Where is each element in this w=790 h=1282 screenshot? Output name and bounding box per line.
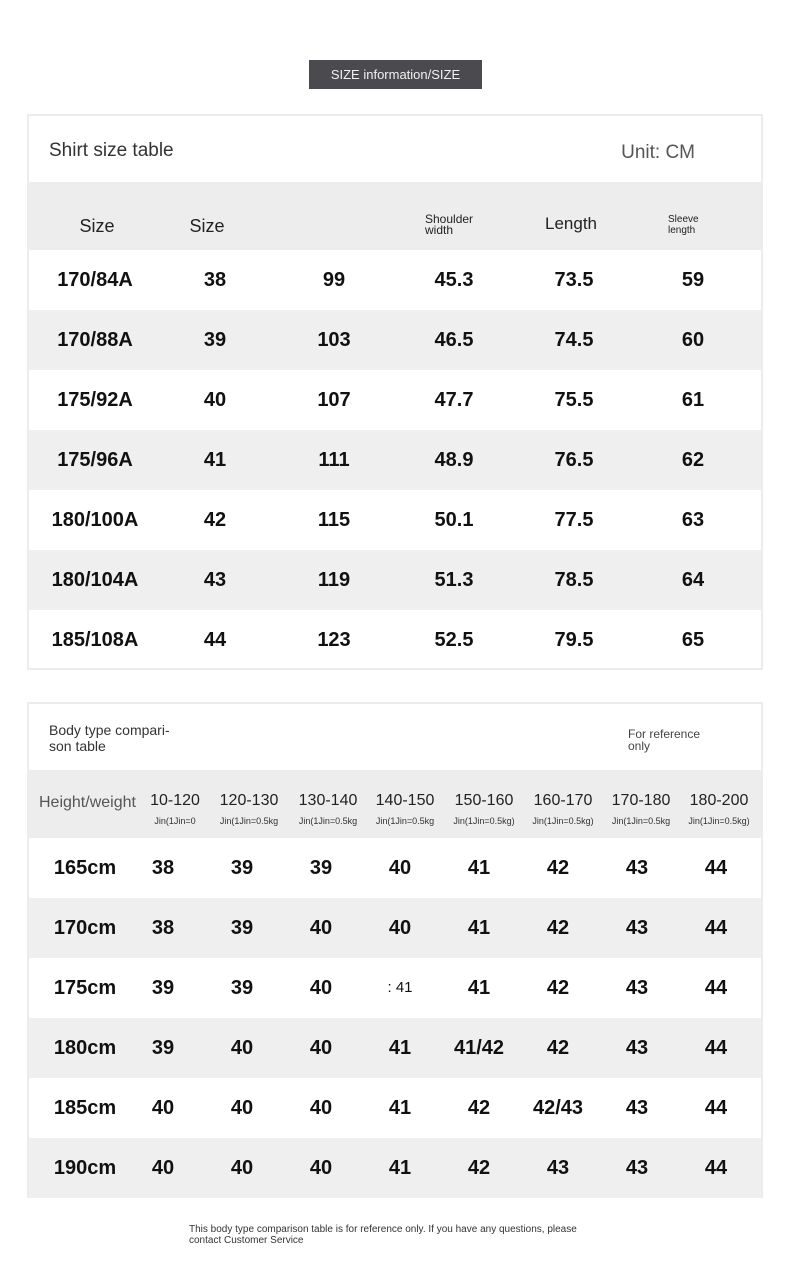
- height-cell: 185cm: [53, 1097, 117, 1119]
- size-recommendation-cell: 39: [151, 1037, 175, 1059]
- size-recommendation-cell: 38: [151, 857, 175, 879]
- size-cell: 79.5: [554, 629, 594, 651]
- size-cell: 62: [681, 449, 705, 471]
- size-recommendation-cell: 40: [388, 857, 412, 879]
- size-recommendation-cell: 39: [309, 857, 333, 879]
- size-recommendation-cell: 42: [467, 1097, 491, 1119]
- size-recommendation-cell: 43: [625, 977, 649, 999]
- weight-unit-note: Jin(1Jin=0.5kg: [375, 816, 435, 826]
- size-cell: 45.3: [434, 269, 474, 291]
- weight-unit-note: Jin(1Jin=0.5kg: [611, 816, 671, 826]
- size-cell: 175/96A: [57, 449, 133, 471]
- size-recommendation-cell: 44: [704, 1037, 728, 1059]
- size-cell: 39: [203, 329, 227, 351]
- size-recommendation-cell: 44: [704, 857, 728, 879]
- size-cell: 41: [203, 449, 227, 471]
- size-recommendation-cell: 42: [467, 1157, 491, 1179]
- size-recommendation-cell: 43: [625, 857, 649, 879]
- size-info-banner: SIZE information/SIZE: [309, 60, 482, 89]
- size-recommendation-cell: 43: [546, 1157, 570, 1179]
- height-cell: 165cm: [53, 857, 117, 879]
- size-cell: 119: [317, 569, 351, 591]
- weight-unit-note: Jin(1Jin=0.5kg: [219, 816, 279, 826]
- size-cell: 103: [317, 329, 351, 351]
- size-cell: 107: [317, 389, 351, 411]
- body-type-panel: [27, 702, 763, 1198]
- size-cell: 180/104A: [51, 569, 139, 591]
- size-cell: 73.5: [554, 269, 594, 291]
- body-row: [29, 898, 761, 958]
- weight-unit-note: Jin(1Jin=0.5kg: [298, 816, 358, 826]
- weight-range-label: 180-200: [689, 792, 749, 809]
- size-cell: 65: [681, 629, 705, 651]
- weight-range-label: 150-160: [454, 792, 514, 809]
- size-recommendation-cell: 44: [704, 917, 728, 939]
- size-recommendation-cell: 40: [309, 917, 333, 939]
- size-cell: 115: [317, 509, 351, 531]
- size-recommendation-cell: 41: [388, 1097, 412, 1119]
- size-recommendation-cell: 41: [467, 857, 491, 879]
- size-recommendation-cell: 40: [388, 917, 412, 939]
- size-recommendation-cell: 40: [309, 1037, 333, 1059]
- size-row: [29, 550, 761, 610]
- weight-range-label: 160-170: [533, 792, 593, 809]
- header-sleeve-length: Sleeve length: [668, 214, 699, 236]
- size-cell: 170/84A: [57, 269, 133, 291]
- size-recommendation-cell: 39: [151, 977, 175, 999]
- size-cell: 63: [681, 509, 705, 531]
- size-cell: 123: [317, 629, 351, 651]
- size-recommendation-cell: 39: [230, 917, 254, 939]
- size-recommendation-cell: 43: [625, 917, 649, 939]
- size-cell: 99: [322, 269, 346, 291]
- size-cell: 59: [681, 269, 705, 291]
- weight-unit-note: Jin(1Jin=0.5kg): [453, 816, 515, 826]
- size-recommendation-cell: 41/42: [453, 1037, 505, 1059]
- size-cell: 44: [203, 629, 227, 651]
- size-cell: 47.7: [434, 389, 474, 411]
- size-row: [29, 610, 761, 670]
- size-recommendation-cell: 41: [388, 1037, 412, 1059]
- size-cell: 76.5: [554, 449, 594, 471]
- size-recommendation-cell: 40: [151, 1097, 175, 1119]
- height-cell: 175cm: [53, 977, 117, 999]
- size-cell: 180/100A: [51, 509, 139, 531]
- height-cell: 190cm: [53, 1157, 117, 1179]
- size-cell: 78.5: [554, 569, 594, 591]
- shirt-size-panel: [27, 114, 763, 670]
- size-cell: 111: [318, 449, 350, 471]
- size-row: [29, 430, 761, 490]
- size-recommendation-cell: 41: [388, 1157, 412, 1179]
- size-table-header: [29, 182, 761, 250]
- height-cell: 180cm: [53, 1037, 117, 1059]
- weight-unit-note: Jin(1Jin=0.5kg): [532, 816, 594, 826]
- size-row: [29, 310, 761, 370]
- body-row: [29, 958, 761, 1018]
- size-recommendation-cell: 44: [704, 1097, 728, 1119]
- size-cell: 60: [681, 329, 705, 351]
- size-cell: 74.5: [554, 329, 594, 351]
- size-recommendation-cell: 40: [151, 1157, 175, 1179]
- size-cell: 61: [681, 389, 705, 411]
- weight-range-label: 140-150: [375, 792, 435, 809]
- size-recommendation-cell: 41: [467, 977, 491, 999]
- body-row: [29, 1138, 761, 1198]
- size-cell: 52.5: [434, 629, 474, 651]
- size-recommendation-cell: 40: [309, 1097, 333, 1119]
- shirt-size-title: Shirt size table: [49, 140, 174, 161]
- size-cell: 43: [203, 569, 227, 591]
- header-length: Length: [545, 214, 597, 233]
- size-recommendation-cell: 40: [230, 1157, 254, 1179]
- height-cell: 170cm: [53, 917, 117, 939]
- size-recommendation-cell: 38: [151, 917, 175, 939]
- size-recommendation-cell: 42: [546, 917, 570, 939]
- reference-note: For reference only: [628, 727, 701, 753]
- weight-unit-note: Jin(1Jin=0: [154, 816, 196, 826]
- size-cell: 75.5: [554, 389, 594, 411]
- size-cell: 48.9: [434, 449, 474, 471]
- size-cell: 38: [203, 269, 227, 291]
- size-recommendation-cell: 43: [625, 1037, 649, 1059]
- size-recommendation-cell: 39: [230, 857, 254, 879]
- header-height-weight: Height/weight: [39, 794, 136, 811]
- unit-label: Unit: CM: [621, 142, 695, 163]
- size-row: [29, 370, 761, 430]
- size-recommendation-cell: 40: [230, 1097, 254, 1119]
- weight-range-label: 170-180: [611, 792, 671, 809]
- size-cell: 77.5: [554, 509, 594, 531]
- size-recommendation-cell: 43: [625, 1097, 649, 1119]
- size-cell: 50.1: [434, 509, 474, 531]
- size-recommendation-cell: 40: [230, 1037, 254, 1059]
- size-recommendation-cell: 42: [546, 977, 570, 999]
- body-row: [29, 838, 761, 898]
- size-recommendation-cell: 44: [704, 1157, 728, 1179]
- size-cell: 40: [203, 389, 227, 411]
- size-recommendation-cell: 42: [546, 857, 570, 879]
- size-cell: 51.3: [434, 569, 474, 591]
- size-cell: 42: [203, 509, 227, 531]
- size-recommendation-cell: 42: [546, 1037, 570, 1059]
- size-recommendation-cell: : 41: [387, 979, 413, 996]
- size-cell: 64: [681, 569, 705, 591]
- header-size-2: Size: [189, 216, 225, 236]
- header-shoulder-width: Shoulder width: [425, 212, 474, 237]
- size-cell: 46.5: [434, 329, 474, 351]
- body-type-title: Body type compari-son table: [49, 722, 170, 754]
- weight-range-label: 120-130: [219, 792, 279, 809]
- body-table-header: [29, 770, 761, 838]
- weight-range-label: 10-120: [150, 792, 200, 809]
- size-recommendation-cell: 43: [625, 1157, 649, 1179]
- body-row: [29, 1018, 761, 1078]
- weight-unit-note: Jin(1Jin=0.5kg): [688, 816, 750, 826]
- size-cell: 185/108A: [51, 629, 139, 651]
- weight-range-label: 130-140: [298, 792, 358, 809]
- size-recommendation-cell: 39: [230, 977, 254, 999]
- footer-note: This body type comparison table is for reference only. If you have any questions, please contact Customer Service: [189, 1224, 577, 1246]
- size-recommendation-cell: 44: [704, 977, 728, 999]
- body-row: [29, 1078, 761, 1138]
- size-recommendation-cell: 41: [467, 917, 491, 939]
- size-row: [29, 490, 761, 550]
- header-size-1: Size: [79, 216, 115, 236]
- size-recommendation-cell: 40: [309, 1157, 333, 1179]
- size-cell: 175/92A: [57, 389, 133, 411]
- size-recommendation-cell: 40: [309, 977, 333, 999]
- size-row: [29, 250, 761, 310]
- size-cell: 170/88A: [57, 329, 133, 351]
- size-recommendation-cell: 42/43: [532, 1097, 584, 1119]
